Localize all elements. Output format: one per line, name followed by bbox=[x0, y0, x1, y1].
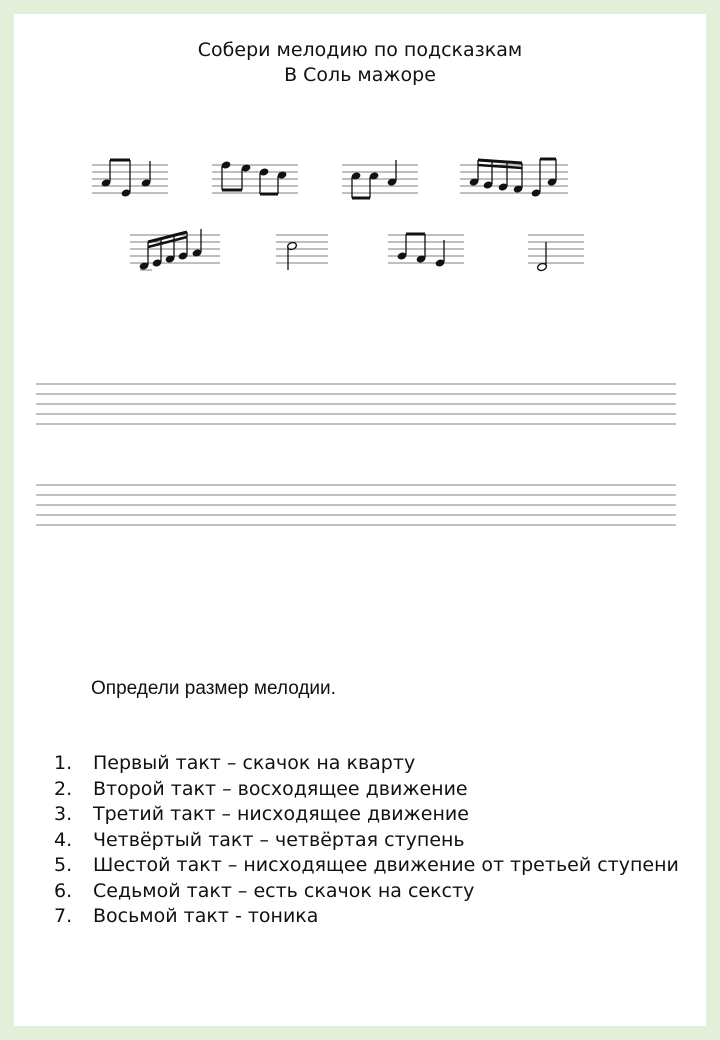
hint-text: Четвёртый такт – четвёртая ступень bbox=[93, 828, 465, 851]
melody-fragment-3 bbox=[342, 154, 422, 208]
hint-item bbox=[54, 802, 679, 828]
melody-fragment-4 bbox=[460, 154, 572, 208]
hint-number: 4. bbox=[54, 828, 73, 851]
blank-staff-1[interactable] bbox=[36, 382, 676, 426]
hint-text: Третий такт – нисходящее движение bbox=[93, 803, 469, 825]
hint-number: 2. bbox=[54, 777, 73, 800]
hint-number: 5. bbox=[54, 854, 73, 876]
hint-text: Шестой такт – нисходящее движение от третьей ступени bbox=[93, 854, 679, 876]
melody-fragment-6 bbox=[276, 218, 332, 278]
hint-item bbox=[54, 904, 679, 930]
melody-fragment-8 bbox=[528, 218, 588, 278]
hint-number: 3. bbox=[54, 803, 73, 825]
hint-number: 6. bbox=[54, 879, 73, 902]
title-line-2: В Соль мажоре bbox=[284, 64, 436, 86]
hint-text: Первый такт – скачок на кварту bbox=[93, 752, 416, 774]
worksheet-page bbox=[14, 14, 706, 1026]
melody-fragment-7 bbox=[388, 218, 468, 278]
hint-number: 1. bbox=[54, 752, 73, 774]
hint-item bbox=[54, 828, 679, 854]
melody-fragment-1 bbox=[92, 154, 172, 208]
hint-item bbox=[54, 879, 679, 905]
hint-number: 7. bbox=[54, 905, 73, 927]
title-line-1: Собери мелодию по подсказкам bbox=[197, 39, 523, 61]
blank-staff-2[interactable] bbox=[36, 483, 676, 527]
melody-fragment-2 bbox=[212, 154, 302, 208]
hint-text: Второй такт – восходящее движение bbox=[93, 777, 468, 800]
hint-text: Восьмой такт - тоника bbox=[93, 905, 319, 927]
melody-fragment-5 bbox=[130, 218, 224, 278]
worksheet-title bbox=[14, 38, 706, 88]
hint-item bbox=[54, 751, 679, 777]
hint-item bbox=[54, 777, 679, 803]
hint-item bbox=[54, 853, 679, 879]
hints-list bbox=[54, 751, 679, 930]
hint-text: Седьмой такт – есть скачок на сексту bbox=[93, 879, 475, 902]
task-text: Определи размер мелодии. bbox=[91, 678, 336, 699]
